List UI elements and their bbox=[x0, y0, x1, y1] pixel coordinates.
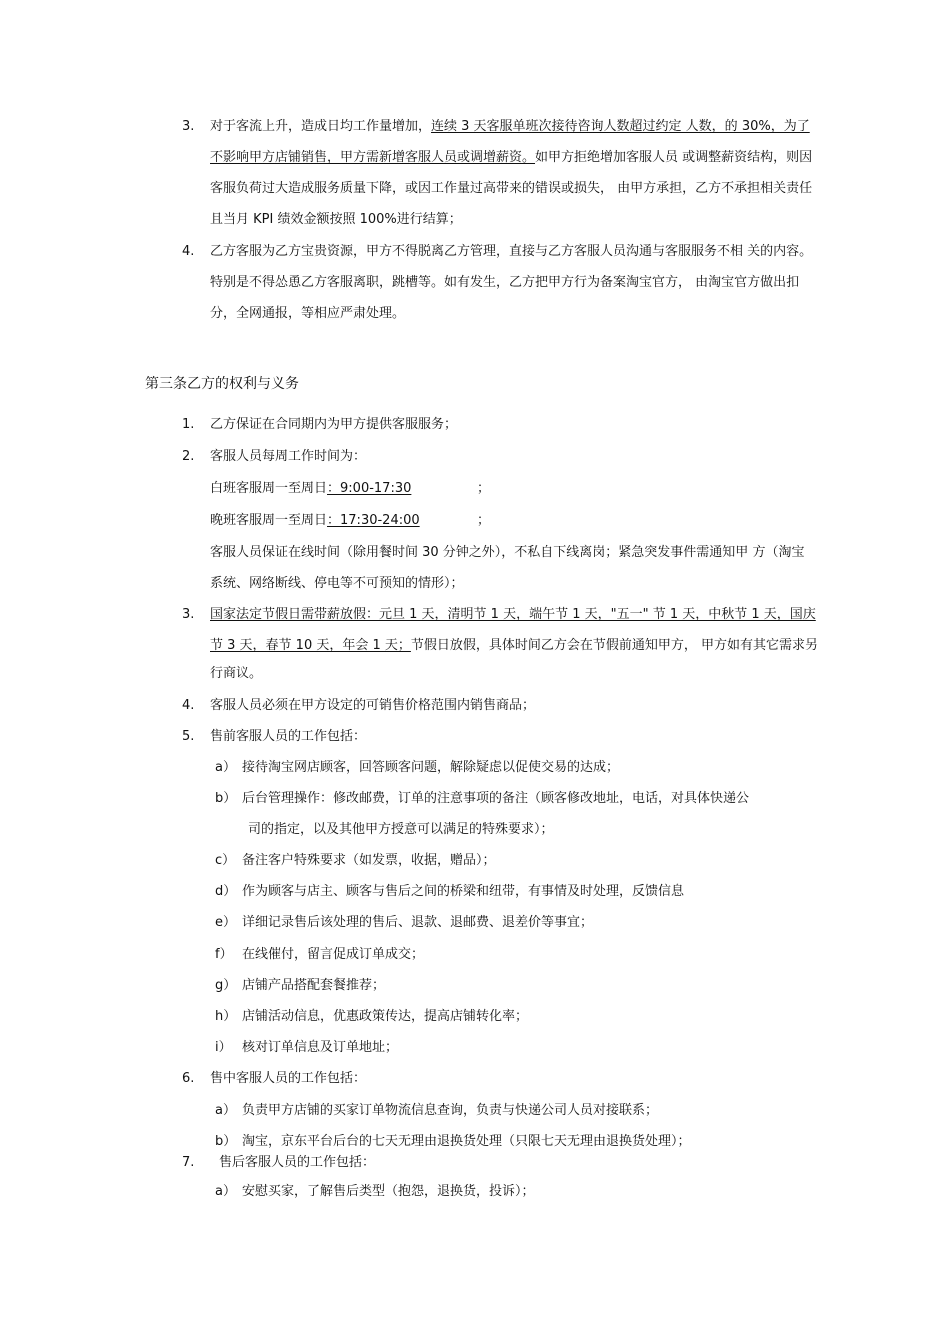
sub-label: e） bbox=[215, 915, 236, 930]
plain-text: 如甲方拒绝增加客服人员 或调整薪资结构，则因 bbox=[535, 150, 813, 165]
plain-text: 对于客流上升，造成日均工作量增加， bbox=[210, 119, 432, 134]
section-heading: 第三条乙方的权利与义务 bbox=[145, 376, 299, 392]
list-number: 5. bbox=[182, 729, 195, 744]
sub-label: g） bbox=[215, 978, 237, 993]
plain-text: 节假日放假，具体时间乙方会在节假前通知甲方， 甲方如有其它需求另 bbox=[410, 638, 819, 653]
sub-label: b） bbox=[215, 1134, 237, 1149]
sub-label: a） bbox=[215, 1184, 236, 1199]
paragraph-line: 客服负荷过大造成服务质量下降，或因工作量过高带来的错误或损失， 由甲方承担，乙方不承担相关责任 bbox=[210, 181, 813, 196]
schedule-end: ； bbox=[477, 481, 491, 496]
schedule-time: ：9:00-17:30 bbox=[327, 481, 412, 496]
sub-item: 核对订单信息及订单地址； bbox=[242, 1040, 399, 1055]
paragraph-line: 系统、网络断线、停电等不可预知的情形）； bbox=[210, 576, 464, 591]
paragraph-line: 行商议。 bbox=[210, 666, 263, 681]
sub-label: b） bbox=[215, 791, 237, 806]
schedule-end: ； bbox=[477, 513, 491, 528]
sub-item: 详细记录售后该处理的售后、退款、退邮费、退差价等事宜； bbox=[242, 915, 594, 930]
paragraph-line bbox=[210, 149, 812, 167]
sub-label: c） bbox=[215, 853, 236, 868]
list-number: 2. bbox=[182, 449, 195, 464]
paragraph-line: 特别是不得怂恿乙方客服离职，跳槽等。如有发生，乙方把甲方行为备案淘宝官方， 由淘宝官方做出扣 bbox=[210, 275, 800, 290]
sub-label: h） bbox=[215, 1009, 237, 1024]
paragraph-line: 客服人员保证在线时间（除用餐时间 30 分钟之外），不私自下线离岗；紧急突发事件需通知甲 方（淘宝 bbox=[210, 545, 805, 560]
sub-item: 店铺产品搭配套餐推荐； bbox=[242, 978, 386, 993]
sub-item: 在线催付，留言促成订单成交； bbox=[242, 947, 425, 962]
sub-item-continuation: 司的指定，以及其他甲方授意可以满足的特殊要求）； bbox=[248, 822, 554, 837]
sub-item: 负责甲方店铺的买家订单物流信息查询，负责与快递公司人员对接联系； bbox=[242, 1103, 659, 1118]
paragraph-line: 国家法定节假日需带薪放假：元旦 1 天，清明节 1 天，端午节 1 天，"五一" 节 1 天，中秋节 1 天，国庆 bbox=[210, 607, 816, 622]
underlined-text: 不影响甲方店铺销售，甲方需新增客服人员或调增薪资。 bbox=[210, 150, 536, 165]
list-number: 3. bbox=[182, 607, 195, 622]
list-item: 售前客服人员的工作包括： bbox=[210, 729, 367, 744]
list-item: 客服人员每周工作时间为： bbox=[210, 449, 367, 464]
paragraph-line bbox=[210, 118, 810, 136]
list-item: 客服人员必须在甲方设定的可销售价格范围内销售商品； bbox=[210, 698, 536, 713]
schedule-label: 晚班客服周一至周日 bbox=[210, 513, 328, 528]
list-item: 售后客服人员的工作包括： bbox=[219, 1155, 376, 1170]
schedule-line-day bbox=[210, 480, 411, 498]
schedule-label: 白班客服周一至周日 bbox=[210, 481, 328, 496]
sub-item: 作为顾客与店主、顾客与售后之间的桥梁和纽带，有事情及时处理，反馈信息 bbox=[242, 884, 685, 899]
sub-label: i） bbox=[215, 1040, 232, 1055]
sub-label: d） bbox=[215, 884, 237, 899]
sub-item: 接待淘宝网店顾客，回答顾客问题，解除疑虑以促使交易的达成； bbox=[242, 760, 620, 775]
schedule-time: ：17:30-24:00 bbox=[327, 513, 420, 528]
paragraph-line: 乙方客服为乙方宝贵资源，甲方不得脱离乙方管理，直接与乙方客服人员沟通与客服服务不相 关的内容。 bbox=[210, 244, 813, 259]
sub-label: a） bbox=[215, 760, 236, 775]
sub-item: 安慰买家，了解售后类型（抱怨，退换货，投诉）； bbox=[242, 1184, 535, 1199]
list-item: 乙方保证在合同期内为甲方提供客服服务； bbox=[210, 417, 458, 432]
paragraph-line: 分，全网通报，等相应严肃处理。 bbox=[210, 306, 406, 321]
sub-item: 备注客户特殊要求（如发票，收据，赠品）； bbox=[242, 853, 496, 868]
list-number: 7. bbox=[182, 1155, 195, 1170]
sub-item: 店铺活动信息，优惠政策传达，提高店铺转化率； bbox=[242, 1009, 529, 1024]
underlined-text: 节 3 天，春节 10 天，年会 1 天； bbox=[210, 638, 411, 653]
list-number: 4. bbox=[182, 698, 195, 713]
list-number: 4. bbox=[182, 244, 195, 259]
list-number: 3. bbox=[182, 119, 195, 134]
sub-label: f） bbox=[215, 947, 233, 962]
paragraph-line: 且当月 KPI 绩效金额按照 100%进行结算； bbox=[210, 212, 462, 227]
list-number: 1. bbox=[182, 417, 195, 432]
underlined-text: 连续 3 天客服单班次接待咨询人数超过约定 人数，的 30%，为了 bbox=[431, 119, 810, 134]
sub-item: 淘宝，京东平台后台的七天无理由退换货处理（只限七天无理由退换货处理）； bbox=[242, 1134, 691, 1149]
paragraph-line bbox=[210, 637, 818, 655]
list-number: 6. bbox=[182, 1071, 195, 1086]
sub-item: 后台管理操作：修改邮费，订单的注意事项的备注（顾客修改地址，电话，对具体快递公 bbox=[242, 791, 750, 806]
schedule-line-night bbox=[210, 512, 420, 530]
sub-label: a） bbox=[215, 1103, 236, 1118]
list-item: 售中客服人员的工作包括： bbox=[210, 1071, 367, 1086]
